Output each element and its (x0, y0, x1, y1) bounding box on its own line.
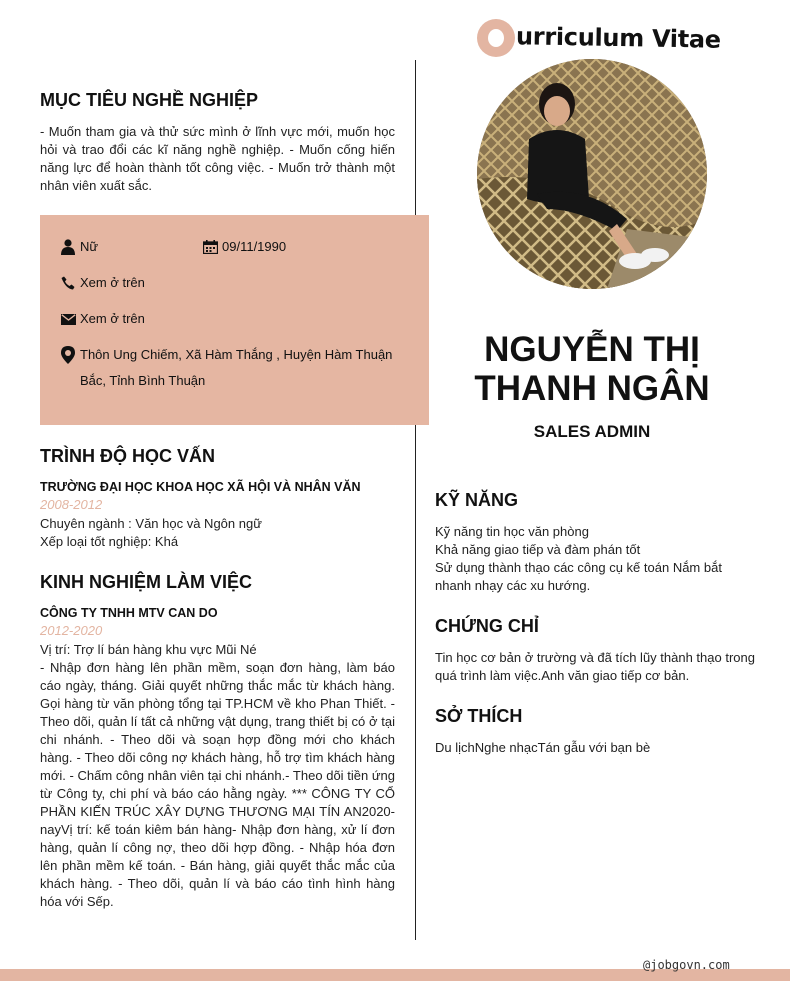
experience-description: - Nhập đơn hàng lên phần mềm, soạn đơn hàng, làm báo cáo ngày, tháng. Giải quyết những thắc mắc từ khách hàng. Gọi hàng từ văn phòng tổng tại TP.HCM về kho Phan Thiết. - Theo dõi, quản lí tất cả những vật dụng, trang thiết bị có ở tại chi nhánh. - Theo dõi và soạn hợp đồng mới cho khách hàng. - Theo dõi công nợ khách hàng, hỗ trợ tìm khách hàng mới. - Chấm công nhân viên tại chi nhánh.- Theo dõi tiền ứng từ Công ty, chi phí và báo cáo hằng ngày. *** CÔNG TY CỔ PHẦN KIẾN TRÚC XÂY DỰNG THƯƠNG MẠI TÍN AN2020-nayVị trí: kế toán kiêm bán hàng- Nhập đơn hàng, xử lí đơn hàng, quản lí công nợ, theo dõi hợp đồng. - Nhập hóa đơn lên phần mềm kế toán. - Bán hàng, giải quyết thắc mắc của khách hàng. - Theo dõi, quản lí và báo cáo tình hình hàng hóa với Sếp. (40, 660, 395, 909)
person-icon (60, 234, 76, 260)
objective-title: MỤC TIÊU NGHỀ NGHIỆP (40, 90, 259, 110)
phone-row (60, 270, 145, 296)
experience-years: 2012-2020 (40, 623, 103, 638)
objective-text: - Muốn tham gia và thử sức mình ở lĩnh vực mới, muốn học hỏi và trao đổi các kĩ năng nghề nghiệp. - Muốn cống hiến năng lực để hoàn thành tốt công việc. - Muốn trở thành một nhân viên xuất sắc. (40, 124, 395, 193)
skill-item: Kỹ năng tin học văn phòng (435, 524, 589, 539)
hobbies-text: Du lịchNghe nhạcTán gẫu với bạn bè (435, 740, 651, 755)
experience-position: Vị trí: Trợ lí bán hàng khu vực Mũi Né (40, 642, 257, 657)
certificates-text: Tin học cơ bản ở trường và đã tích lũy thành thạo trong quá trình làm việc.Anh văn giao tiếp cơ bản. (435, 650, 755, 683)
calendar-icon (202, 234, 218, 260)
experience-title: KINH NGHIỆM LÀM VIỆC (40, 572, 253, 592)
hobbies-title: SỞ THÍCH (435, 706, 523, 726)
education-grade: Xếp loại tốt nghiệp: Khá (40, 534, 179, 549)
address-row (60, 342, 400, 394)
skills-list (435, 523, 755, 595)
gender-row (60, 234, 98, 260)
education-title: TRÌNH ĐỘ HỌC VẤN (40, 446, 215, 466)
education-school: TRƯỜNG ĐẠI HỌC KHOA HỌC XÃ HỘI VÀ NHÂN VĂN (40, 480, 361, 494)
candidate-name (432, 330, 752, 408)
education-years: 2008-2012 (40, 497, 103, 512)
name-line-1: NGUYỄN THỊ (484, 330, 700, 369)
name-line-2: THANH NGÂN (474, 369, 710, 408)
location-pin-icon (60, 342, 76, 368)
skill-item: Sử dụng thành thạo các công cụ kế toán Nắm bắt nhanh nhạy các xu hướng. (435, 560, 722, 593)
email-row (60, 306, 145, 332)
envelope-icon (60, 306, 76, 332)
personal-info-box (40, 215, 429, 425)
logo-text: urriculum Vitae (515, 22, 722, 54)
experience-company: CÔNG TY TNHH MTV CAN DO (40, 606, 218, 620)
certificates-title: CHỨNG CHỈ (435, 616, 539, 636)
profile-photo (477, 59, 707, 289)
logo-c-circle (477, 19, 515, 57)
birthday-value: 09/11/1990 (222, 239, 287, 254)
birthday-row (202, 234, 286, 260)
gender-value: Nữ (80, 239, 99, 254)
phone-icon (60, 270, 76, 296)
column-divider (415, 60, 416, 940)
education-major: Chuyên ngành : Văn học và Ngôn ngữ (40, 516, 262, 531)
skill-item: Khả năng giao tiếp và đàm phán tốt (435, 542, 641, 557)
address-value: Thôn Ung Chiếm, Xã Hàm Thắng , Huyện Hàm Thuận Bắc, Tỉnh Bình Thuận (80, 347, 393, 388)
phone-value: Xem ở trên (80, 275, 145, 290)
watermark: @jobgovn.com (643, 958, 730, 972)
email-value: Xem ở trên (80, 311, 145, 326)
skills-title: KỸ NĂNG (435, 490, 519, 510)
candidate-role: SALES ADMIN (533, 422, 651, 441)
cv-logo (477, 18, 721, 58)
profile-photo-illustration (477, 59, 707, 289)
